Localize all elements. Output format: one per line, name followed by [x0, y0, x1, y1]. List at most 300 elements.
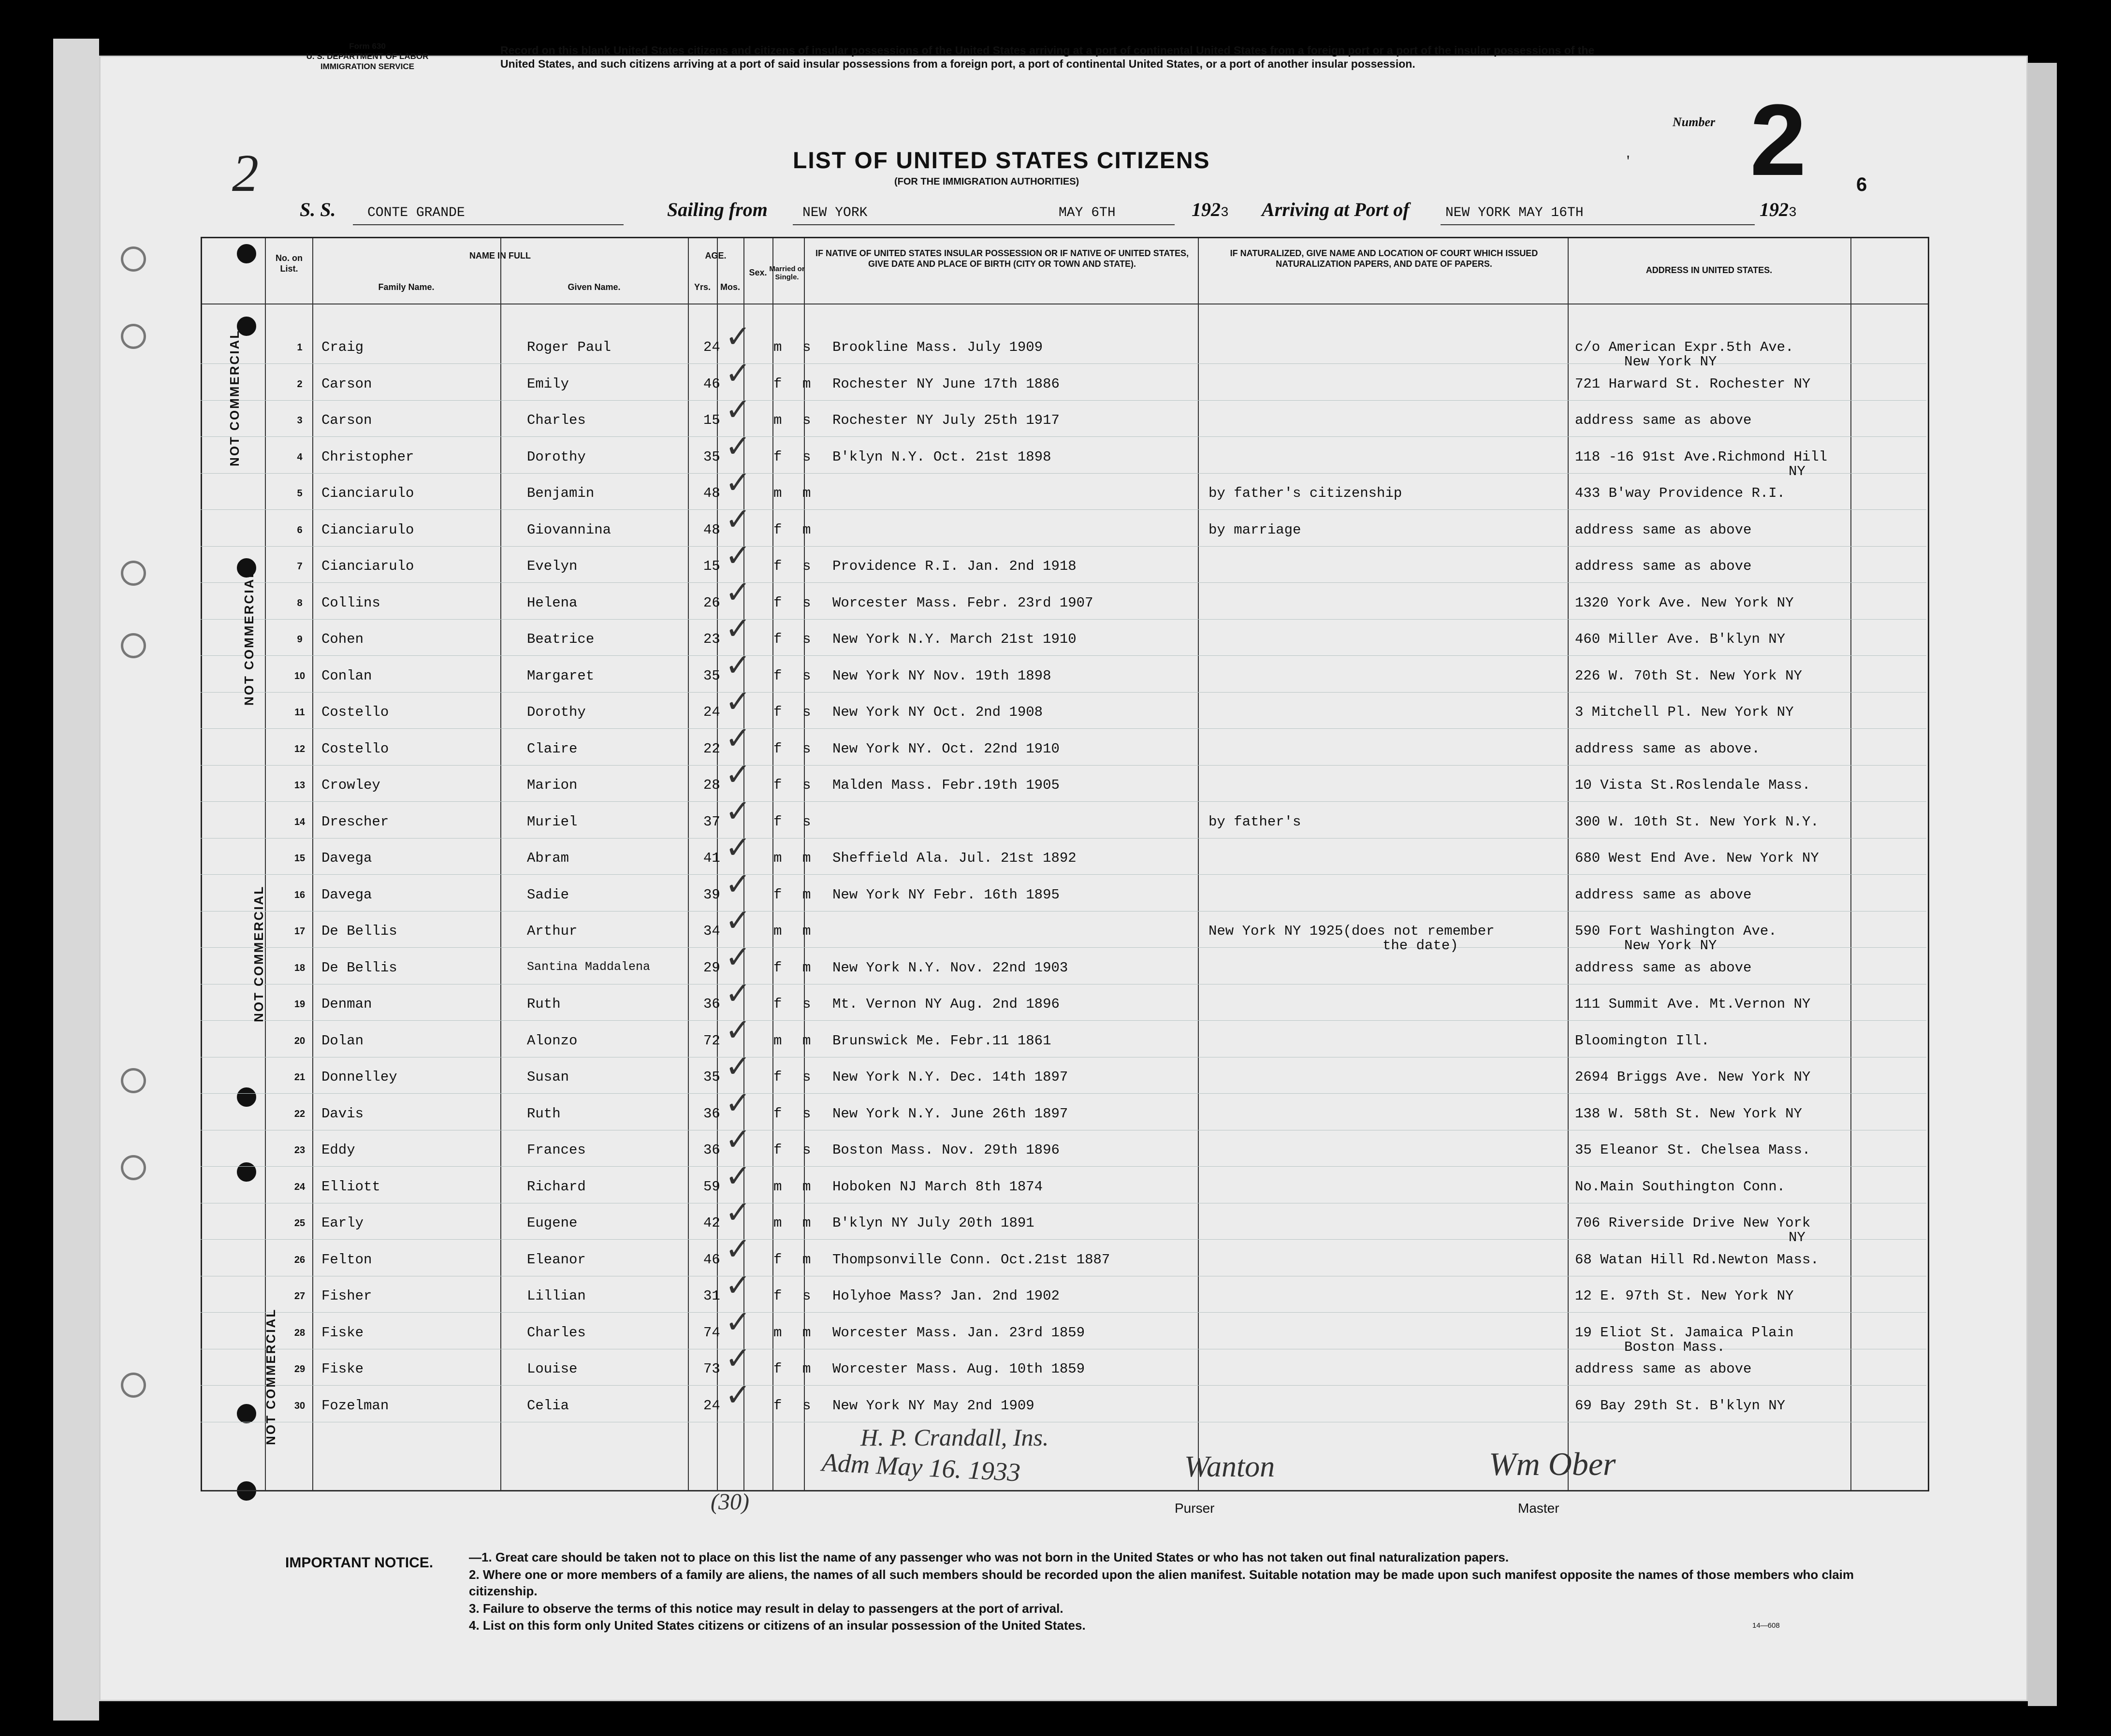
- row-sex: f: [773, 558, 782, 574]
- row-family: Fozelman: [321, 1397, 389, 1414]
- check-mark: ✓: [725, 647, 751, 683]
- row-sex: f: [773, 886, 782, 903]
- row-given: Frances: [527, 1142, 586, 1158]
- row-birth: New York NY. Oct. 22nd 1910: [832, 740, 1060, 757]
- row-yrs: 24: [703, 1397, 720, 1414]
- row-no: 11: [294, 707, 305, 718]
- col-divider: [500, 238, 501, 1490]
- row-given: Claire: [527, 740, 578, 757]
- header-name-in-full: NAME IN FULL: [469, 251, 531, 260]
- row-ms: m: [802, 1361, 811, 1377]
- row-ms: m: [802, 1178, 811, 1195]
- row-rule: [201, 728, 1926, 729]
- row-given: Ruth: [527, 996, 561, 1012]
- row-addr: 1320 York Ave. New York NY: [1575, 594, 1794, 611]
- row-no: 26: [294, 1254, 306, 1265]
- check-mark: ✓: [725, 574, 751, 610]
- row-family: Davis: [321, 1105, 364, 1122]
- row-ms: m: [802, 1251, 811, 1268]
- row-birth: Holyhoe Mass? Jan. 2nd 1902: [832, 1288, 1060, 1304]
- row-ms: s: [802, 777, 811, 793]
- row-family: Carson: [321, 376, 372, 392]
- row-no: 12: [294, 743, 306, 754]
- row-addr: 138 W. 58th St. New York NY: [1575, 1105, 1802, 1122]
- row-rule: [201, 655, 1926, 656]
- check-mark: ✓: [725, 830, 751, 866]
- arriving-label: Arriving at Port of: [1262, 199, 1410, 220]
- form-number: Form 630: [349, 42, 386, 51]
- header-birthplace: IF NATIVE OF UNITED STATES INSULAR POSSESSION OR IF NATIVE OF UNITED STATES, GIVE DATE AND PLACE OF BIRTH (CITY OR TOWN AND STATE).: [815, 248, 1189, 269]
- row-family: Elliott: [321, 1178, 380, 1195]
- row-birth: New York N.Y. Dec. 14th 1897: [832, 1069, 1068, 1085]
- row-ms: s: [802, 1105, 811, 1122]
- row-given: Sadie: [527, 886, 569, 903]
- row-sex: f: [773, 996, 782, 1012]
- row-yrs: 42: [703, 1215, 720, 1231]
- row-sex: f: [773, 1142, 782, 1158]
- purser-signature: Wanton: [1184, 1450, 1275, 1483]
- row-rule: [201, 473, 1926, 474]
- row-yrs: 34: [703, 923, 720, 939]
- row-ms: s: [802, 813, 811, 830]
- row-ms: s: [802, 740, 811, 757]
- row-ms: m: [802, 959, 811, 976]
- row-birth: Sheffield Ala. Jul. 21st 1892: [832, 850, 1077, 866]
- row-given: Richard: [527, 1178, 586, 1195]
- row-ms: s: [802, 1288, 811, 1304]
- row-sex: f: [773, 448, 782, 465]
- check-mark: ✓: [725, 1377, 751, 1413]
- row-addr: 706 Riverside Drive New York: [1575, 1215, 1811, 1231]
- row-family: Davega: [321, 886, 372, 903]
- row-ms: m: [802, 485, 811, 501]
- check-mark: ✓: [725, 1158, 751, 1194]
- row-yrs: 36: [703, 1105, 720, 1122]
- row-family: Drescher: [321, 813, 389, 830]
- row-yrs: 15: [703, 412, 720, 428]
- row-no: 3: [297, 415, 303, 426]
- number-label: Number: [1673, 115, 1716, 129]
- row-addr: 721 Harward St. Rochester NY: [1575, 376, 1811, 392]
- row-sex: f: [773, 1069, 782, 1085]
- master-label: Master: [1518, 1501, 1559, 1516]
- row-sex: f: [773, 777, 782, 793]
- row-no: 6: [297, 524, 303, 535]
- row-sex: m: [773, 850, 782, 866]
- row-addr: 433 B'way Providence R.I.: [1575, 485, 1786, 501]
- check-mark: ✓: [725, 611, 751, 647]
- row-addr: 590 Fort Washington Ave.: [1575, 923, 1777, 939]
- row-given: Charles: [527, 412, 586, 428]
- row-family: Cianciarulo: [321, 521, 414, 538]
- row-addr: 35 Eleanor St. Chelsea Mass.: [1575, 1142, 1811, 1158]
- row-no: 10: [294, 670, 306, 681]
- row-addr: 10 Vista St.Roslendale Mass.: [1575, 777, 1811, 793]
- col-divider: [265, 238, 266, 1490]
- row-yrs: 46: [703, 1251, 720, 1268]
- row-addr: address same as above: [1575, 558, 1752, 574]
- footer-rule: [202, 1490, 1928, 1491]
- row-sex: m: [773, 1032, 782, 1049]
- row-yrs: 41: [703, 850, 720, 866]
- row-given: Marion: [527, 777, 578, 793]
- row-given: Susan: [527, 1069, 569, 1085]
- row-family: Costello: [321, 704, 389, 720]
- row-given: Abram: [527, 850, 569, 866]
- row-given: Alonzo: [527, 1032, 578, 1049]
- col-divider: [688, 238, 689, 1490]
- row-no: 14: [294, 816, 306, 827]
- row-yrs: 37: [703, 813, 720, 830]
- check-mark: ✓: [725, 684, 751, 720]
- header-mos: Mos.: [720, 282, 740, 292]
- row-yrs: 26: [703, 594, 720, 611]
- col-divider: [1850, 238, 1851, 1490]
- row-given: Evelyn: [527, 558, 578, 574]
- row-sex: f: [773, 813, 782, 830]
- row-family: Christopher: [321, 448, 414, 465]
- row-addr: address same as above: [1575, 1361, 1752, 1377]
- header-married-single: Married or Single.: [769, 265, 805, 281]
- row-addr: 460 Miller Ave. B'klyn NY: [1575, 631, 1786, 647]
- row-given: Charles: [527, 1324, 586, 1341]
- row-yrs: 22: [703, 740, 720, 757]
- row-family: Eddy: [321, 1142, 355, 1158]
- row-addr: Boston Mass.: [1624, 1339, 1725, 1355]
- row-addr: New York NY: [1624, 938, 1717, 954]
- row-birth: Providence R.I. Jan. 2nd 1918: [832, 558, 1077, 574]
- row-family: Crowley: [321, 777, 380, 793]
- header-yrs: Yrs.: [694, 282, 711, 292]
- row-yrs: 24: [703, 339, 720, 355]
- tick-mark: ': [1627, 152, 1630, 170]
- check-mark: ✓: [725, 1122, 751, 1157]
- stamp-not-commercial: NOT COMMERCIAL: [227, 329, 242, 466]
- row-ms: m: [802, 521, 811, 538]
- corner-number: 6: [1856, 174, 1867, 195]
- row-birth: Rochester NY July 25th 1917: [832, 412, 1060, 428]
- check-mark: ✓: [725, 1304, 751, 1340]
- row-sex: m: [773, 1215, 782, 1231]
- row-family: De Bellis: [321, 959, 397, 976]
- row-no: 17: [294, 926, 306, 937]
- punch-hole: [121, 1373, 146, 1398]
- row-no: 7: [297, 561, 303, 572]
- row-yrs: 35: [703, 1069, 720, 1085]
- row-ms: s: [802, 631, 811, 647]
- row-addr: address same as above: [1575, 412, 1752, 428]
- row-addr: 68 Watan Hill Rd.Newton Mass.: [1575, 1251, 1819, 1268]
- row-given: Dorothy: [527, 704, 586, 720]
- punch-hole: [121, 561, 146, 586]
- row-given: Muriel: [527, 813, 578, 830]
- check-mark: ✓: [725, 1012, 751, 1048]
- admitted-stamp: Adm May 16. 1933: [821, 1447, 1021, 1487]
- punch-hole: [121, 324, 146, 349]
- department-name: U. S. DEPARTMENT OF LABOR: [306, 52, 429, 61]
- row-addr: 111 Summit Ave. Mt.Vernon NY: [1575, 996, 1811, 1012]
- header-address: ADDRESS IN UNITED STATES.: [1645, 265, 1773, 275]
- row-addr: Bloomington Ill.: [1575, 1032, 1710, 1049]
- row-birth: Worcester Mass. Jan. 23rd 1859: [832, 1324, 1085, 1341]
- row-birth: B'klyn N.Y. Oct. 21st 1898: [832, 448, 1051, 465]
- row-yrs: 35: [703, 448, 720, 465]
- row-ms: s: [802, 996, 811, 1012]
- row-rule: [201, 436, 1926, 437]
- row-yrs: 29: [703, 959, 720, 976]
- row-addr: 12 E. 97th St. New York NY: [1575, 1288, 1794, 1304]
- row-no: 1: [297, 342, 303, 353]
- row-birth: B'klyn NY July 20th 1891: [832, 1215, 1034, 1231]
- row-ms: s: [802, 594, 811, 611]
- row-birth: Brunswick Me. Febr.11 1861: [832, 1032, 1051, 1049]
- check-mark: ✓: [725, 976, 751, 1012]
- row-ms: s: [802, 667, 811, 684]
- binding-edge: [53, 39, 99, 1721]
- row-no: 13: [294, 780, 306, 791]
- row-addr: 69 Bay 29th St. B'klyn NY: [1575, 1397, 1786, 1414]
- row-family: De Bellis: [321, 923, 397, 939]
- row-family: Donnelley: [321, 1069, 397, 1085]
- row-no: 23: [294, 1145, 306, 1156]
- check-mark: ✓: [725, 319, 751, 355]
- row-yrs: 46: [703, 376, 720, 392]
- check-mark: ✓: [725, 1341, 751, 1376]
- page-title: LIST OF UNITED STATES CITIZENS: [793, 148, 1210, 174]
- row-addr: NY: [1789, 1230, 1805, 1245]
- check-mark: ✓: [725, 793, 751, 829]
- row-birth: Boston Mass. Nov. 29th 1896: [832, 1142, 1060, 1158]
- handwritten-mark: 2: [232, 144, 259, 203]
- row-given: Ruth: [527, 1105, 561, 1122]
- row-yrs: 48: [703, 485, 720, 501]
- row-sex: f: [773, 1105, 782, 1122]
- row-birth: New York NY Oct. 2nd 1908: [832, 704, 1043, 720]
- row-rule: [201, 1312, 1926, 1313]
- instructions-text: Record on this blank United States citizens and citizens of insular possessions of the United States arriving at a port of continental United States from a foreign port or a port of the insular possessions of the United States, and such citizens arriving at a port of said insular possessions from a foreign port, a port of continental United States, or a port of another insular possession.: [500, 44, 1595, 70]
- check-mark: ✓: [725, 757, 751, 793]
- year-2-prefix: 192: [1760, 199, 1789, 220]
- row-rule: [201, 874, 1926, 875]
- row-sex: f: [773, 1251, 782, 1268]
- row-birth: New York N.Y. June 26th 1897: [832, 1105, 1068, 1122]
- row-rule: [201, 765, 1926, 766]
- notice-item-2: 2. Where one or more members of a family are aliens, the names of all such members should be recorded upon the alien manifest. Suitable notation may be made upon such manifest opposite the names of those members who claim citizenship.: [469, 1567, 1854, 1598]
- count-mark: (30): [711, 1489, 749, 1515]
- header-sex: Sex.: [749, 268, 767, 277]
- row-ms: s: [802, 339, 811, 355]
- header-naturalized: IF NATURALIZED, GIVE NAME AND LOCATION OF COURT WHICH ISSUED NATURALIZATION PAPERS, AND DATE OF PAPERS.: [1230, 248, 1538, 269]
- row-sex: f: [773, 959, 782, 976]
- row-yrs: 15: [703, 558, 720, 574]
- ss-label: S. S.: [300, 199, 336, 220]
- check-mark: ✓: [725, 355, 751, 391]
- row-birth: New York N.Y. Nov. 22nd 1903: [832, 959, 1068, 976]
- row-addr: NY: [1789, 463, 1805, 479]
- date-rule: [1049, 224, 1175, 225]
- header-age: AGE.: [705, 251, 727, 260]
- port-rule: [793, 224, 1049, 225]
- row-rule: [201, 1093, 1926, 1094]
- row-rule: [201, 509, 1926, 510]
- row-addr: 680 West End Ave. New York NY: [1575, 850, 1819, 866]
- row-yrs: 28: [703, 777, 720, 793]
- ship-rule: [353, 224, 624, 225]
- row-birth: New York NY May 2nd 1909: [832, 1397, 1034, 1414]
- row-addr: 300 W. 10th St. New York N.Y.: [1575, 813, 1819, 830]
- row-addr: 118 -16 91st Ave.Richmond Hill: [1575, 448, 1828, 465]
- row-given: Arthur: [527, 923, 578, 939]
- row-birth: Mt. Vernon NY Aug. 2nd 1896: [832, 996, 1060, 1012]
- row-sex: m: [773, 485, 782, 501]
- row-yrs: 74: [703, 1324, 720, 1341]
- arrival-rule: [1441, 224, 1755, 225]
- row-no: 18: [294, 962, 306, 973]
- header-no: No. on List.: [276, 253, 303, 274]
- check-mark: ✓: [725, 1085, 751, 1121]
- row-addr: 226 W. 70th St. New York NY: [1575, 667, 1802, 684]
- row-family: Cianciarulo: [321, 558, 414, 574]
- punch-hole: [121, 1155, 146, 1180]
- row-given: Celia: [527, 1397, 569, 1414]
- year-2-suffix: 3: [1789, 205, 1797, 220]
- row-rule: [201, 400, 1926, 401]
- row-yrs: 48: [703, 521, 720, 538]
- row-yrs: 39: [703, 886, 720, 903]
- row-addr: 2694 Briggs Ave. New York NY: [1575, 1069, 1811, 1085]
- header-given-name: Given Name.: [568, 282, 621, 292]
- header-family-name: Family Name.: [378, 282, 435, 292]
- inspector-signature: H. P. Crandall, Ins.: [860, 1424, 1049, 1451]
- row-rule: [201, 619, 1926, 620]
- footer-code: 14—608: [1752, 1621, 1780, 1630]
- row-family: Carson: [321, 412, 372, 428]
- row-given: Lillian: [527, 1288, 586, 1304]
- notice-item-1: —1. Great care should be taken not to place on this list the name of any passenger who was not born in the United States or who has not taken out final naturalization papers.: [469, 1550, 1509, 1564]
- col-divider: [1568, 238, 1569, 1490]
- row-yrs: 36: [703, 996, 720, 1012]
- stamp-not-commercial: NOT COMMERCIAL: [263, 1308, 278, 1445]
- departure-port: NEW YORK: [802, 205, 868, 220]
- row-family: Collins: [321, 594, 380, 611]
- row-addr: No.Main Southington Conn.: [1575, 1178, 1786, 1195]
- row-sex: f: [773, 1397, 782, 1414]
- row-addr: address same as above: [1575, 959, 1752, 976]
- check-mark: ✓: [725, 866, 751, 902]
- notice-item-3: 3. Failure to observe the terms of this notice may result in delay to passengers at the port of arrival.: [469, 1601, 1063, 1616]
- row-given: Louise: [527, 1361, 578, 1377]
- right-edge: [2028, 63, 2057, 1706]
- row-rule: [201, 582, 1926, 583]
- row-birth: New York N.Y. March 21st 1910: [832, 631, 1077, 647]
- row-nat: by marriage: [1208, 521, 1301, 538]
- row-family: Early: [321, 1215, 364, 1231]
- col-divider: [1198, 238, 1199, 1490]
- row-no: 24: [294, 1181, 306, 1192]
- row-family: Conlan: [321, 667, 372, 684]
- col-divider: [312, 238, 313, 1490]
- row-yrs: 36: [703, 1142, 720, 1158]
- row-family: Fiske: [321, 1324, 364, 1341]
- row-sex: m: [773, 412, 782, 428]
- row-ms: s: [802, 1142, 811, 1158]
- row-ms: m: [802, 923, 811, 939]
- row-no: 27: [294, 1291, 306, 1302]
- row-ms: m: [802, 886, 811, 903]
- row-sex: f: [773, 631, 782, 647]
- row-ms: s: [802, 704, 811, 720]
- row-birth: New York NY Nov. 19th 1898: [832, 667, 1051, 684]
- check-mark: ✓: [725, 501, 751, 537]
- row-given: Santina Maddalena: [527, 959, 651, 974]
- check-mark: ✓: [725, 720, 751, 756]
- row-ms: m: [802, 1215, 811, 1231]
- row-nat: by father's citizenship: [1208, 485, 1402, 501]
- row-yrs: 24: [703, 704, 720, 720]
- row-no: 22: [294, 1108, 306, 1119]
- master-signature: Wm Ober: [1489, 1446, 1616, 1482]
- row-nat: the date): [1383, 938, 1458, 954]
- row-family: Felton: [321, 1251, 372, 1268]
- row-addr: address same as above.: [1575, 740, 1760, 757]
- year-2: [1760, 198, 1797, 221]
- row-birth: Worcester Mass. Febr. 23rd 1907: [832, 594, 1093, 611]
- row-birth: Thompsonville Conn. Oct.21st 1887: [832, 1251, 1110, 1268]
- row-rule: [201, 1020, 1926, 1021]
- row-no: 5: [297, 488, 303, 499]
- check-mark: ✓: [725, 1195, 751, 1230]
- row-no: 20: [294, 1035, 306, 1046]
- notice-item-4: 4. List on this form only United States citizens or citizens of an insular possession of the United States.: [469, 1618, 1086, 1633]
- row-birth: Worcester Mass. Aug. 10th 1859: [832, 1361, 1085, 1377]
- row-no: 19: [294, 999, 306, 1010]
- row-family: Denman: [321, 996, 372, 1012]
- row-ms: m: [802, 1324, 811, 1341]
- punch-hole: [121, 1068, 146, 1093]
- row-no: 8: [297, 597, 303, 608]
- row-given: Roger Paul: [527, 339, 611, 355]
- row-no: 21: [294, 1072, 306, 1083]
- row-no: 30: [294, 1400, 306, 1411]
- row-addr: 19 Eliot St. Jamaica Plain: [1575, 1324, 1794, 1341]
- row-birth: Rochester NY June 17th 1886: [832, 376, 1060, 392]
- row-no: 15: [294, 853, 306, 864]
- check-mark: ✓: [725, 1231, 751, 1267]
- row-addr: address same as above: [1575, 521, 1752, 538]
- row-family: Cianciarulo: [321, 485, 414, 501]
- row-sex: f: [773, 667, 782, 684]
- check-mark: ✓: [725, 392, 751, 428]
- row-family: Costello: [321, 740, 389, 757]
- row-given: Eugene: [527, 1215, 578, 1231]
- row-no: 9: [297, 634, 303, 645]
- row-family: Dolan: [321, 1032, 364, 1049]
- punch-hole: [121, 633, 146, 658]
- row-birth: Hoboken NJ March 8th 1874: [832, 1178, 1043, 1195]
- row-no: 28: [294, 1327, 306, 1338]
- row-addr: address same as above: [1575, 886, 1752, 903]
- row-no: 29: [294, 1364, 306, 1374]
- year-1-prefix: 192: [1192, 199, 1221, 220]
- row-sex: f: [773, 376, 782, 392]
- row-rule: [201, 1385, 1926, 1386]
- service-name: IMMIGRATION SERVICE: [320, 62, 414, 71]
- row-given: Emily: [527, 376, 569, 392]
- row-birth: Malden Mass. Febr.19th 1905: [832, 777, 1060, 793]
- form-identifier: [271, 41, 464, 72]
- row-ms: s: [802, 1397, 811, 1414]
- purser-label: Purser: [1175, 1501, 1215, 1516]
